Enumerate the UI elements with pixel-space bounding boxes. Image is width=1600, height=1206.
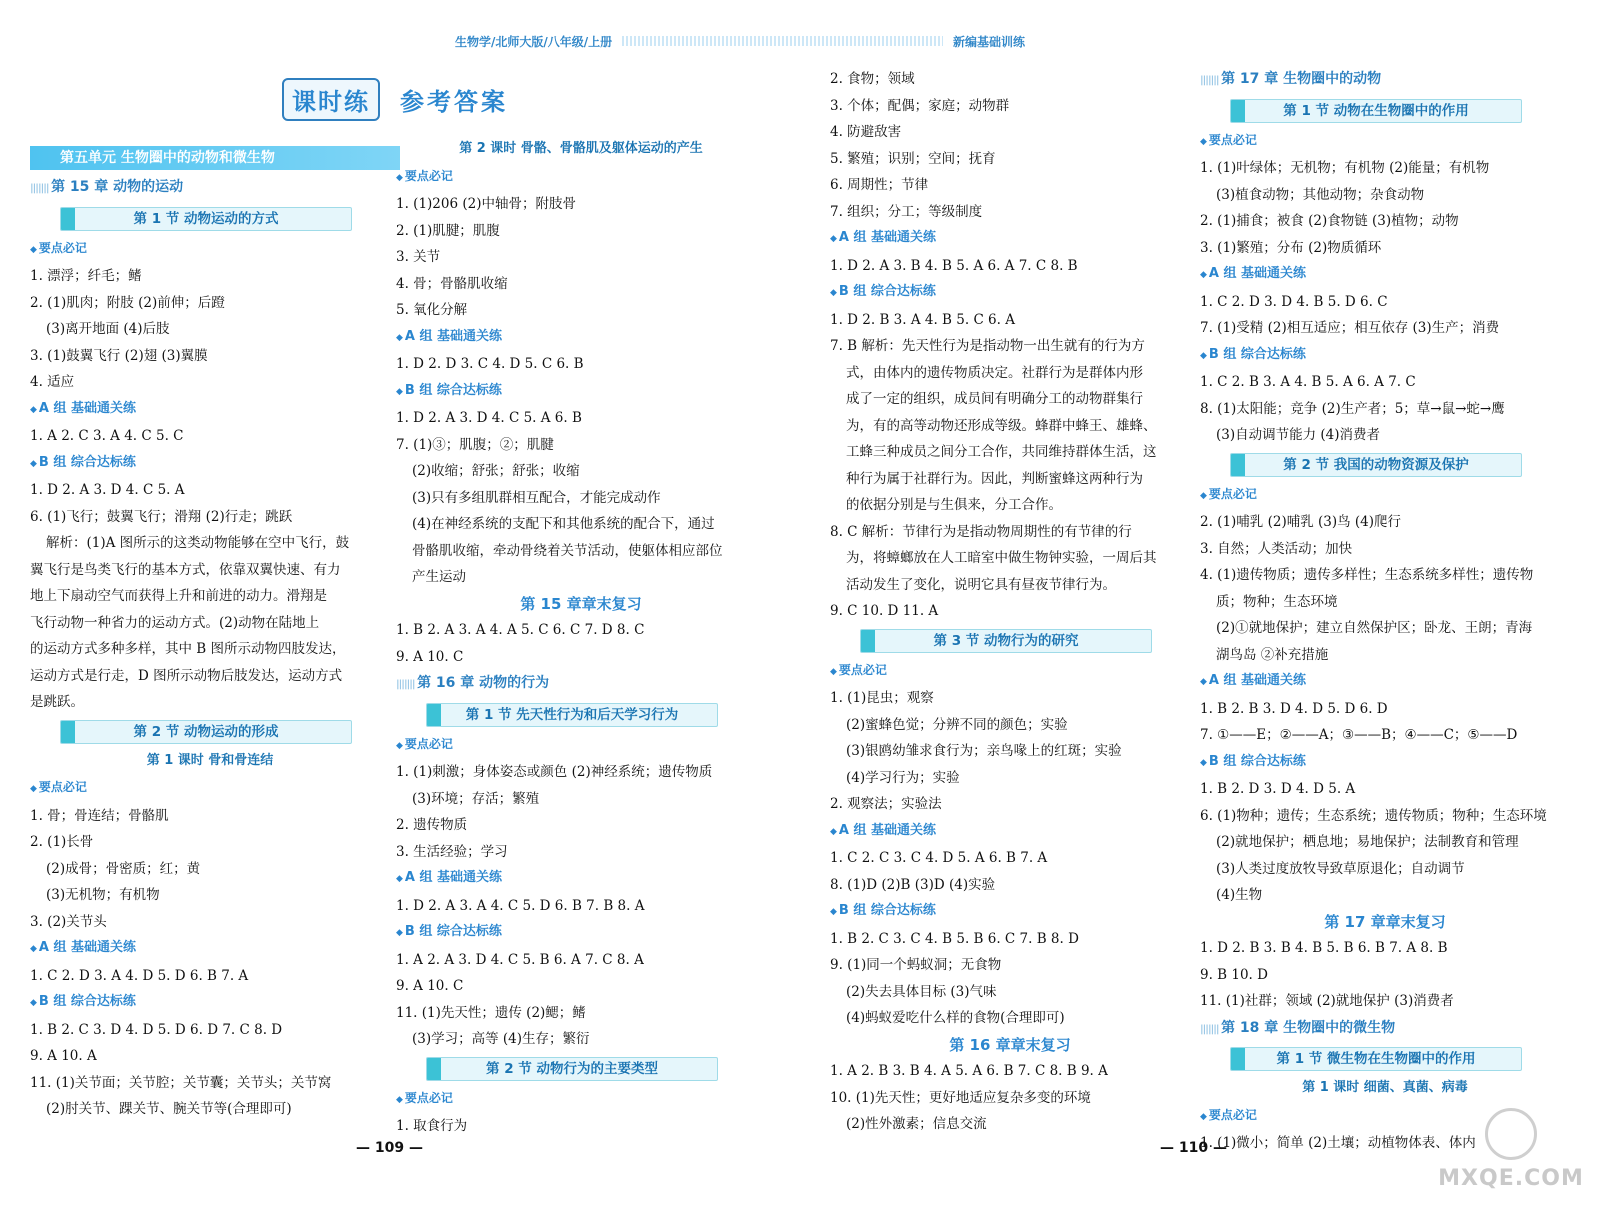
answer-line: 3. 自然；人类活动；加快 [1200,540,1353,557]
section-heading: 第 1 节 动物运动的方式 [60,207,352,231]
section-heading: 第 1 节 微生物在生物圈中的作用 [1230,1047,1522,1071]
answer-line: 2. (1)哺乳 (2)哺乳 (3)鸟 (4)爬行 [1200,514,1402,530]
answer-line: 运动方式是行走，D 图所示动物后肢发达，运动方式 [30,667,343,684]
section-heading: 第 1 节 先天性行为和后天学习行为 [426,703,718,727]
answer-line-indented: 为，将蟑螂放在人工暗室中做生物钟实验，一周后其 [846,550,1157,566]
running-header [455,30,1025,52]
chapter-heading: ||||||| 第 18 章 生物圈中的微生物 [1200,1015,1570,1044]
header-rule [622,36,943,46]
answer-line-indented: (3)银鸥幼雏求食行为；亲鸟喙上的红斑；实验 [846,743,1122,759]
answer-line: 6. 周期性；节律 [830,177,929,193]
key-points-label: ◆ 要点必记 [1200,1102,1570,1131]
section-heading: 第 1 节 动物在生物圈中的作用 [1230,99,1522,123]
answer-line: 1. D 2. D 3. C 4. D 5. C 6. B [396,356,584,372]
answer-line: 9. A 10. A [30,1048,97,1064]
answer-line: 1. (1)昆虫；观察 [830,690,934,706]
answer-line: 3. (2)关节头 [30,913,107,930]
exercise-group-label: ◆ B 组 综合达标练 [1200,342,1570,370]
answer-line: 1. (1)刺激；身体姿态或颜色 (2)神经系统；遗传物质 [396,764,713,780]
answer-line-indented: (2)失去具体目标 (3)气味 [846,983,997,1000]
answer-line: 1. (1)叶绿体；无机物；有机物 (2)能量；有机物 [1200,160,1490,176]
answer-line: 2. 遗传物质 [396,817,468,833]
answer-line: 7. (1)③；肌腹；②；肌腱 [396,436,554,453]
column-2 [396,136,766,1140]
answer-line: 是跳跃。 [30,694,84,710]
exercise-group-label: ◆ B 组 综合达标练 [396,919,766,947]
answer-line: 的运动方式多种多样，其中 B 图所示动物四肢发达， [30,641,346,657]
answer-line: 9. A 10. C [396,648,464,665]
section-heading: 第 3 节 动物行为的研究 [860,629,1152,653]
answer-line-indented: (2)肘关节、踝关节、腕关节等(合理即可) [46,1101,292,1117]
answer-line: 2. 观察法；实验法 [830,796,942,812]
answer-line: 2. (1)捕食；被食 (2)食物链 (3)植物；动物 [1200,213,1459,229]
answer-line: 1. B 2. A 3. A 4. A 5. C 6. C 7. D 8. C [396,622,645,638]
answer-line-indented: (4)生物 [1216,887,1263,903]
exercise-group-label: ◆ A 组 基础通关练 [830,818,1190,846]
answer-line-indented: (2)①就地保护；建立自然保护区；卧龙、王朗；青海 [1216,620,1533,636]
answer-line: 5. 繁殖；识别；空间；抚育 [830,150,996,167]
answer-line: 1. B 2. C 3. D 4. D 5. D 6. D 7. C 8. D [30,1021,283,1038]
answer-line: 8. C 解析：节律行为是指动物周期性的有节律的行 [830,523,1132,540]
answer-line-indented: (3)植食动物；其他动物；杂食动物 [1216,186,1425,203]
answer-line: 2. 食物；领域 [830,71,915,87]
answer-line-indented: 为，有的高等动物还形成等级。蜂群中蜂王、雄蜂、 [846,417,1157,434]
answer-line-indented: 湖鸟岛 ②补充措施 [1216,646,1329,663]
page-title [282,78,508,121]
exercise-group-label: ◆ A 组 基础通关练 [396,865,766,893]
answer-line: 9. B 10. D [1200,966,1268,983]
exercise-group-label: ◆ A 组 基础通关练 [1200,668,1570,696]
answer-line-indented: (3)人类过度放牧导致草原退化；自动调节 [1216,860,1465,877]
chapter-heading: ||||||| 第 15 章 动物的运动 [30,174,390,203]
key-points-label: ◆ 要点必记 [396,1085,766,1114]
answer-line: 1. 漂浮；纤毛；鳍 [30,268,142,284]
answer-line: 5. 氧化分解 [396,302,468,318]
exercise-group-label: ◆ A 组 基础通关练 [1200,261,1570,289]
exercise-group-label: ◆ A 组 基础通关练 [830,225,1190,253]
unit-banner: 第五单元 生物圈中的动物和微生物 [30,146,400,170]
exercise-group-label: ◆ B 组 综合达标练 [30,989,390,1017]
answer-line: 1. D 2. A 3. D 4. C 5. A [30,482,185,498]
title-box: 课时练 [282,78,380,121]
answer-line-indented: (3)只有多组肌群相互配合，才能完成动作 [412,489,661,506]
answer-line-indented: (2)蜜蜂色觉；分辨不同的颜色；实验 [846,716,1068,733]
key-points-label: ◆ 要点必记 [30,774,390,803]
answer-line-indented: 解析：(1)A 图所示的这类动物能够在空中飞行，鼓 [46,535,350,551]
answer-line: 6. (1)飞行；鼓翼飞行；滑翔 (2)行走；跳跃 [30,508,293,525]
watermark-logo [1436,1108,1586,1196]
header-subject: 生物学/北师大版/八年级/上册 [455,34,613,49]
key-points-label: ◆ 要点必记 [396,163,766,192]
answer-line: 7. ①——E；②——A；③——B；④——C；⑤——D [1200,727,1518,743]
answer-line: 11. (1)关节面；关节腔；关节囊；关节头；关节窝 [30,1074,332,1091]
chapter-heading: ||||||| 第 16 章 动物的行为 [396,670,766,699]
answer-line-indented: 活动发生了变化，说明它具有昼夜节律行为。 [846,576,1116,593]
answer-line: 1. (1)206 (2)中轴骨；附肢骨 [396,196,576,212]
answer-line-indented: (2)性外激素；信息交流 [846,1116,987,1132]
answer-line-indented: 的依据分别是与生俱来，分工合作。 [846,497,1062,513]
answer-line: 4. 骨；骨骼肌收缩 [396,275,508,292]
answer-line: 1. B 2. B 3. D 4. D 5. D 6. D [1200,700,1388,717]
answer-line-indented: (2)成骨；骨密质；红；黄 [46,860,201,877]
answer-line-indented: (3)自动调节能力 (4)消费者 [1216,427,1381,443]
answer-line: 11. (1)先天性；遗传 (2)鳃；鳍 [396,1004,586,1021]
answer-line: 9. A 10. C [396,978,464,994]
exercise-group-label: ◆ B 组 综合达标练 [830,279,1190,307]
answer-line: 7. (1)受精 (2)相互适应；相互依存 (3)生产；消费 [1200,320,1500,336]
section-heading: 第 2 节 动物运动的形成 [60,720,352,744]
section-heading: 第 2 节 动物行为的主要类型 [426,1057,718,1081]
answer-line: 翼飞行是鸟类飞行的基本方式，依靠双翼快速、有力 [30,561,341,578]
key-points-label: ◆ 要点必记 [1200,127,1570,156]
answer-line: 8. (1)太阳能；竞争 (2)生产者；5；草→鼠→蛇→鹰 [1200,400,1505,417]
answer-line: 1. (1)微小；简单 (2)土壤；动植物体表、体内 [1200,1135,1476,1151]
answer-line: 飞行动物一种省力的运动方式。(2)动物在陆地上 [30,614,320,631]
exercise-group-label: ◆ A 组 基础通关练 [30,396,390,424]
exercise-group-label: ◆ A 组 基础通关练 [30,935,390,963]
exercise-group-label: ◆ B 组 综合达标练 [30,450,390,478]
lesson-heading: 第 2 课时 骨骼、骨骼肌及躯体运动的产生 [459,141,703,156]
answer-line: 3. 关节 [396,249,441,265]
answer-line: 4. (1)遗传物质；遗传多样性；生态系统多样性；遗传物 [1200,567,1534,583]
answer-line: 7. 组织；分工；等级制度 [830,203,983,220]
answer-line: 6. (1)物种；遗传；生态系统；遗传物质；物种；生态环境 [1200,807,1547,824]
title-answers: 参考答案 [400,88,508,116]
answer-line: 1. A 2. B 3. B 4. A 5. A 6. B 7. C 8. B 9. A [830,1063,1108,1079]
page-number-right: — 110 — [1160,1140,1227,1156]
lesson-heading: 第 1 课时 细菌、真菌、病毒 [1302,1080,1468,1095]
answer-line: 3. 个体；配偶；家庭；动物群 [830,97,1010,114]
answer-line-indented: 工蜂三种成员之间分工合作，共同维持群体生活，这 [846,444,1157,460]
answer-line-indented: 式，由体内的遗传物质决定。社群行为是群体内形 [846,364,1143,381]
answer-line: 3. (1)鼓翼飞行 (2)翅 (3)翼膜 [30,347,208,364]
answer-line-indented: (2)收缩；舒张；舒张；收缩 [412,463,580,479]
answer-line-indented: (3)离开地面 (4)后肢 [46,321,170,337]
answer-line: 1. D 2. A 3. D 4. C 5. A 6. B [396,410,582,426]
answer-line-indented: 成了一定的组织，成员间有明确分工的动物群集行 [846,391,1143,407]
column-3 [830,66,1190,1138]
answer-line: 1. A 2. A 3. D 4. C 5. B 6. A 7. C 8. A [396,951,644,968]
answer-line: 2. (1)肌腱；肌腹 [396,222,500,239]
exercise-group-label: ◆ B 组 综合达标练 [1200,749,1570,777]
key-points-label: ◆ 要点必记 [1200,481,1570,510]
answer-line-indented: 种行为属于社群行为。因此，判断蜜蜂这两种行为 [846,470,1143,487]
answer-line: 7. B 解析：先天性行为是指动物一出生就有的行为方 [830,338,1145,354]
answer-line: 1. C 2. D 3. A 4. D 5. D 6. B 7. A [30,967,249,984]
answer-line-indented: (4)在神经系统的支配下和其他系统的配合下，通过 [412,516,715,532]
section-heading: 第 2 节 我国的动物资源及保护 [1230,453,1522,477]
answer-line: 1. C 2. C 3. C 4. D 5. A 6. B 7. A [830,850,1048,866]
answer-line: 1. D 2. A 3. A 4. C 5. D 6. B 7. B 8. A [396,897,645,914]
answer-line-indented: 质；物种；生态环境 [1216,593,1338,610]
page-number-left: — 109 — [356,1140,423,1156]
chapter-heading: ||||||| 第 17 章 生物圈中的动物 [1200,66,1570,95]
answer-line: 1. B 2. D 3. D 4. D 5. A [1200,781,1356,797]
key-points-label: ◆ 要点必记 [830,657,1190,686]
answer-line: 4. 防避敌害 [830,124,902,140]
answer-line: 1. D 2. B 3. A 4. B 5. C 6. A [830,311,1015,328]
column-1 [30,140,390,1123]
answer-line: 地上下扇动空气而获得上升和前进的动力。滑翔是 [30,588,327,604]
answer-line-indented: (3)环境；存活；繁殖 [412,790,540,807]
answer-line: 1. 骨；骨连结；骨骼肌 [30,807,169,824]
answer-line-indented: (4)蚂蚁爱吃什么样的食物(合理即可) [846,1010,1065,1026]
answer-line: 10. (1)先天性；更好地适应复杂多变的环境 [830,1089,1091,1106]
answer-line-indented: (4)学习行为；实验 [846,769,960,786]
answer-line-indented: 骨骼肌收缩，牵动骨绕着关节活动，使躯体相应部位 [412,542,723,559]
answer-line: 3. 生活经验；学习 [396,843,508,860]
chapter-review-heading: 第 15 章章末复习 [520,594,642,613]
answer-line: 9. (1)同一个蚂蚁洞；无食物 [830,957,1002,973]
exercise-group-label: ◆ A 组 基础通关练 [396,324,766,352]
chapter-review-heading: 第 16 章章末复习 [949,1035,1071,1054]
lesson-heading: 第 1 课时 骨和骨连结 [146,752,274,768]
answer-line: 1. C 2. D 3. D 4. B 5. D 6. C [1200,293,1388,310]
exercise-group-label: ◆ B 组 综合达标练 [396,378,766,406]
watermark-circle-icon [1485,1108,1537,1160]
header-series: 新编基础训练 [952,34,1025,49]
answer-line: 11. (1)社群；领域 (2)就地保护 (3)消费者 [1200,993,1454,1009]
answer-line: 1. D 2. B 3. B 4. B 5. B 6. B 7. A 8. B [1200,940,1448,956]
answer-line: 1. D 2. A 3. B 4. B 5. A 6. A 7. C 8. B [830,257,1078,274]
column-4 [1200,66,1570,1157]
answer-line: 1. B 2. C 3. C 4. B 5. B 6. C 7. B 8. D [830,930,1079,947]
answer-line: 3. (1)繁殖；分布 (2)物质循环 [1200,239,1382,256]
exercise-group-label: ◆ B 组 综合达标练 [830,898,1190,926]
answer-line: 9. C 10. D 11. A [830,603,939,619]
answer-line-indented: (2)就地保护；栖息地；易地保护；法制教育和管理 [1216,834,1519,850]
answer-line: 1. A 2. C 3. A 4. C 5. C [30,428,184,444]
answer-line: 4. 适应 [30,374,75,390]
answer-line: 1. C 2. B 3. A 4. B 5. A 6. A 7. C [1200,374,1416,390]
answer-line-indented: 产生运动 [412,569,466,585]
answer-line: 1. 取食行为 [396,1118,468,1134]
key-points-label: ◆ 要点必记 [396,731,766,760]
answer-line: 2. (1)肌肉；附肢 (2)前伸；后蹬 [30,294,225,311]
chapter-review-heading: 第 17 章章末复习 [1324,912,1446,931]
answer-line-indented: (3)无机物；有机物 [46,887,160,903]
watermark-text: MXQE.COM [1438,1166,1584,1191]
answer-line: 2. (1)长骨 [30,834,94,850]
answer-line: 8. (1)D (2)B (3)D (4)实验 [830,876,996,893]
key-points-label: ◆ 要点必记 [30,235,390,264]
answer-line-indented: (3)学习；高等 (4)生存；繁衍 [412,1031,590,1047]
